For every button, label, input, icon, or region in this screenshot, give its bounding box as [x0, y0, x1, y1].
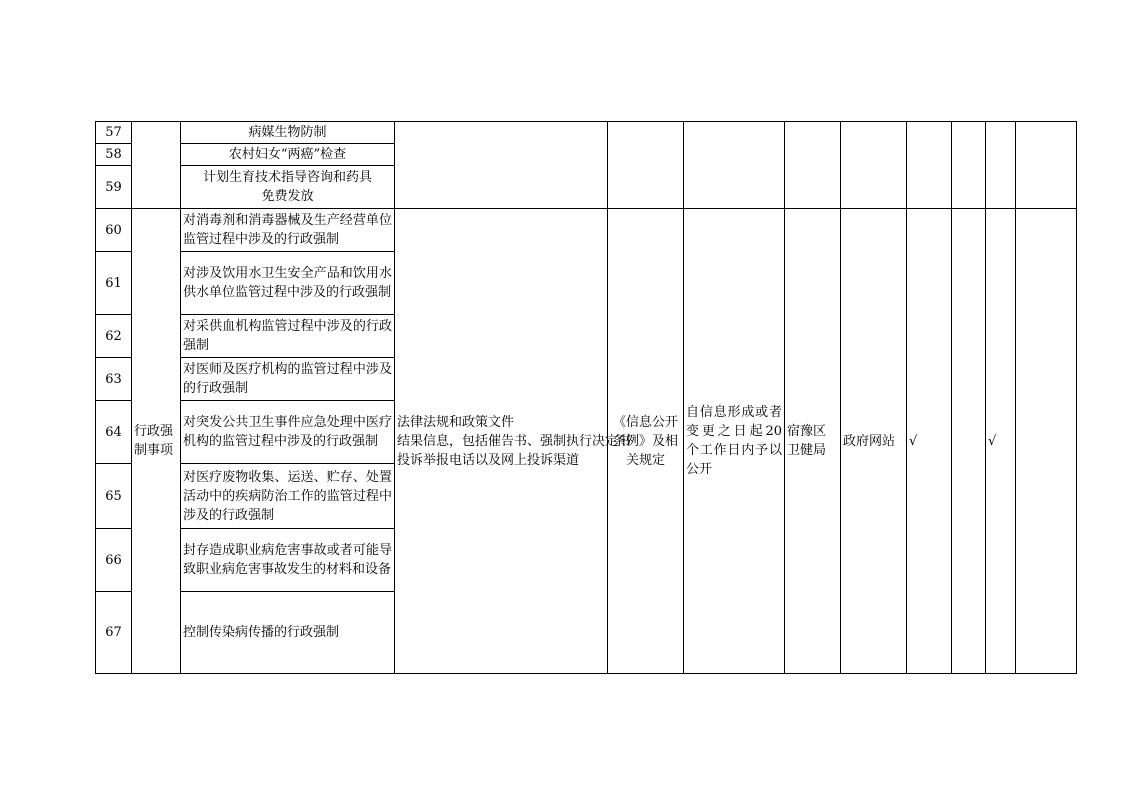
row-number: 62	[96, 315, 132, 358]
item-cell: 对医师及医疗机构的监管过程中涉及的行政强制	[181, 358, 395, 401]
check-cell	[907, 209, 952, 674]
row-number: 66	[96, 529, 132, 592]
row-number: 64	[96, 401, 132, 464]
time-limit-cell	[684, 209, 785, 674]
row-number: 63	[96, 358, 132, 401]
check-cell-empty	[952, 209, 986, 674]
category-cell	[132, 209, 181, 674]
basis-cell	[608, 209, 684, 674]
disclosure-table	[95, 121, 1077, 674]
content-cell-empty	[395, 122, 608, 209]
basis-text: 《信息公开条例》及相关规定	[612, 414, 678, 468]
item-line: 免费发放	[261, 189, 314, 204]
category-cell-empty	[132, 122, 181, 209]
subject-cell	[785, 209, 841, 674]
check-cell-empty	[907, 122, 952, 209]
item-cell: 对消毒剂和消毒器械及生产经营单位监管过程中涉及的行政强制	[181, 209, 395, 252]
item-cell: 封存造成职业病危害事故或者可能导致职业病危害事故发生的材料和设备	[181, 529, 395, 592]
row-number: 58	[96, 144, 132, 166]
table-row	[96, 122, 1077, 144]
item-cell: 对采供血机构监管过程中涉及的行政强制	[181, 315, 395, 358]
category-text: 行政强制事项	[134, 424, 174, 458]
item-cell	[181, 166, 395, 209]
time-limit-text: 自信息形成或者变更之日起20 个工作日内予以公开	[686, 405, 782, 477]
item-cell: 农村妇女“两癌”检查	[181, 144, 395, 166]
check-cell-empty	[1016, 122, 1077, 209]
content-cell	[395, 209, 632, 674]
basis-cell-empty	[608, 122, 684, 209]
row-number: 61	[96, 252, 132, 315]
table-row	[96, 209, 1077, 252]
item-cell: 病媒生物防制	[181, 122, 395, 144]
check-cell	[986, 209, 1016, 674]
check-mark: √	[988, 433, 997, 449]
item-line: 计划生育技术指导咨询和药具	[202, 170, 372, 185]
item-cell: 对涉及饮用水卫生安全产品和饮用水供水单位监管过程中涉及的行政强制	[181, 252, 395, 315]
row-number: 67	[96, 592, 132, 674]
time-cell-empty	[684, 122, 785, 209]
content-line: 结果信息，包括催告书、强制执行决定书	[397, 433, 632, 449]
row-number: 57	[96, 122, 132, 144]
row-number: 65	[96, 464, 132, 529]
check-cell-empty	[986, 122, 1016, 209]
check-mark: √	[909, 433, 918, 449]
item-cell: 对突发公共卫生事件应急处理中医疗机构的监管过程中涉及的行政强制	[181, 401, 395, 464]
row-number: 60	[96, 209, 132, 252]
check-cell-empty	[1016, 209, 1077, 674]
item-cell: 对医疗废物收集、运送、贮存、处置活动中的疾病防治工作的监管过程中涉及的行政强制	[181, 464, 395, 529]
check-cell-empty	[952, 122, 986, 209]
item-cell: 控制传染病传播的行政强制	[181, 592, 395, 674]
subject-cell-empty	[785, 122, 841, 209]
row-number: 59	[96, 166, 132, 209]
content-line: 投诉举报电话以及网上投诉渠道	[397, 452, 580, 468]
subject-text: 宿豫区卫健局	[787, 424, 827, 458]
channel-text: 政府网站	[843, 433, 896, 449]
channel-cell-empty	[841, 122, 907, 209]
channel-cell	[841, 209, 907, 674]
content-line: 法律法规和政策文件	[397, 414, 515, 430]
